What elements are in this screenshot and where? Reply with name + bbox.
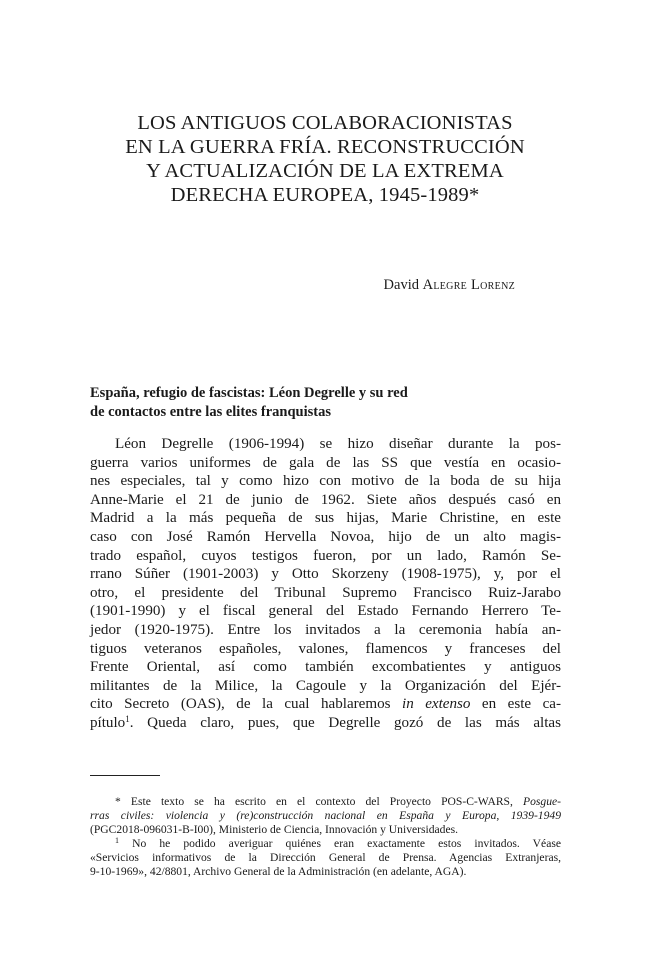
footnote-line: (PGC2018-096031-B-I00), Ministerio de Ciencia, Innovación y Universidades.	[90, 823, 459, 837]
body-line: (1901-1990) y el fiscal general del Estado Fernando Herrero Te-	[90, 603, 561, 620]
body-text-run: pítulo	[90, 714, 126, 731]
footnote-line	[90, 795, 561, 809]
body-line	[90, 695, 561, 714]
body-paragraph	[90, 435, 561, 733]
section-heading-line: de contactos entre las elites franquistas	[90, 404, 331, 420]
section-heading-line: España, refugio de fascistas: Léon Degrelle y su red	[90, 385, 408, 401]
body-line: nes especiales, tal y como hizo con motivo de la boda de su hija	[90, 473, 561, 490]
footnote-line	[90, 809, 561, 823]
body-line: jedor (1920-1975). Entre los invitados a la ceremonia había an-	[90, 621, 561, 638]
body-line: militantes de la Milice, la Cagoule y la Organización del Ejér-	[90, 677, 561, 694]
body-line: tiguos veteranos españoles, valones, flamencos y franceses del	[90, 640, 561, 657]
footnote-line: 9-10-1969», 42/8801, Archivo General de la Administración (en adelante, AGA).	[90, 865, 467, 879]
footnote-divider	[90, 775, 160, 776]
body-line: Léon Degrelle (1906-1994) se hizo diseñar durante la pos-	[115, 436, 561, 452]
body-line: trado español, cuyos testigos fueron, por un lado, Ramón Se-	[90, 547, 561, 564]
body-text-run: en este ca-	[470, 696, 561, 713]
article-title	[60, 111, 590, 207]
body-line: Frente Oriental, así como también excombatientes y antiguos	[90, 659, 561, 676]
body-line: otro, el presidente del Tribunal Supremo Francisco Ruiz-Jarabo	[90, 584, 561, 601]
body-line: Madrid a la más pequeña de sus hijas, Marie Christine, en este	[90, 510, 561, 527]
italic-phrase: in extenso	[402, 696, 471, 713]
footnote-italic: Posgue-	[523, 795, 561, 808]
body-line: guerra varios uniformes de gala de las SS que vestía en ocasio-	[90, 454, 561, 471]
section-heading	[90, 384, 560, 422]
body-line: caso con José Ramón Hervella Novoa, hijo de un alto magis-	[90, 528, 561, 545]
title-line: EN LA GUERRA FRÍA. RECONSTRUCCIÓN	[125, 136, 525, 158]
footnotes	[90, 795, 561, 880]
body-text-run: cito Secreto (OAS), de la cual hablaremos	[90, 696, 402, 713]
title-line: LOS ANTIGUOS COLABORACIONISTAS	[137, 112, 513, 134]
footnote-italic: rras civiles: violencia y (re)construcción nacional en España y Europa, 1939-1949	[90, 809, 561, 823]
title-line: Y ACTUALIZACIÓN DE LA EXTREMA	[146, 160, 504, 182]
footnote-reference[interactable]: 1	[125, 713, 130, 724]
author-last-name: Alegre Lorenz	[422, 277, 515, 293]
author-first-name: David	[383, 277, 419, 293]
body-line: rrano Súñer (1901-2003) y Otto Skorzeny (1908-1975), y, por el	[90, 566, 561, 583]
author-name	[384, 277, 515, 294]
footnote-text: * Este texto se ha escrito en el contexto del Proyecto POS-C-WARS,	[115, 795, 523, 808]
body-line: Anne-Marie el 21 de junio de 1962. Siete años después casó en	[90, 491, 561, 508]
footnote-marker: 1	[115, 836, 119, 846]
body-text-run: . Queda claro, pues, que Degrelle gozó de las más altas	[129, 714, 561, 731]
footnote-text: No he podido averiguar quiénes eran exactamente estos invitados. Véase	[119, 837, 561, 851]
footnote-line	[90, 837, 561, 851]
footnote-line: «Servicios informativos de la Dirección General de Prensa. Agencias Extranjeras,	[90, 851, 561, 865]
body-line	[90, 714, 561, 733]
title-line: DERECHA EUROPEA, 1945-1989*	[170, 184, 480, 206]
